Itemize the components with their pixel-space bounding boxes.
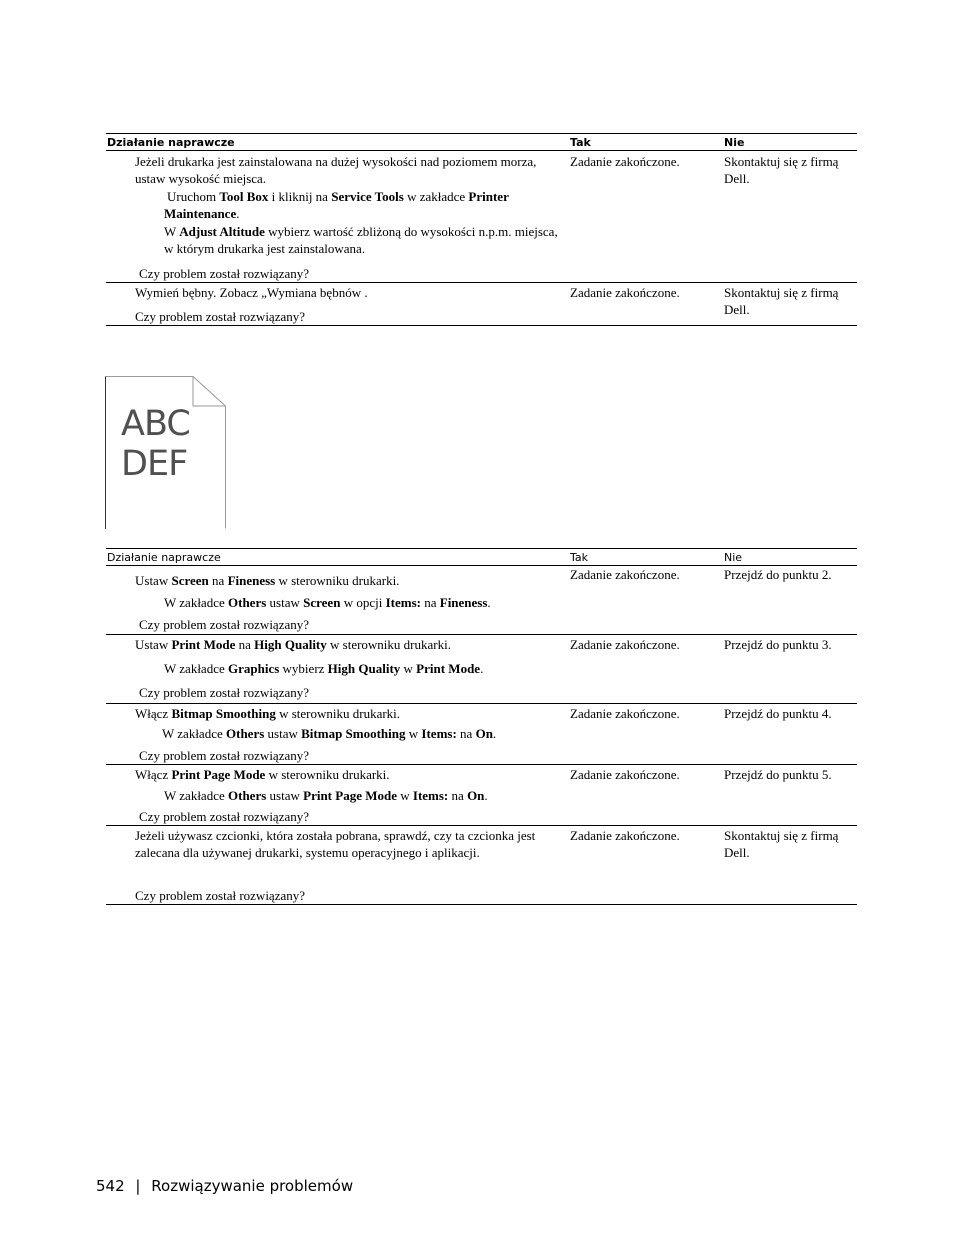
- header-action: Działanie naprawcze: [107, 551, 221, 564]
- header-action: Działanie naprawcze: [107, 136, 235, 149]
- step-text: Uruchom Tool Box i kliknij na Service Tools w zakładce Printer: [167, 189, 509, 204]
- action-text: Ustaw Print Mode na High Quality w sterowniku drukarki.: [135, 637, 451, 652]
- table-row: [106, 283, 857, 326]
- no-cell: Skontaktuj się z firmą Dell.: [724, 828, 839, 860]
- table-row: [106, 151, 857, 283]
- step-text: Maintenance.: [164, 206, 240, 221]
- no-cell: Skontaktuj się z firmą Dell.: [724, 285, 839, 317]
- yes-cell: Zadanie zakończone.: [570, 706, 680, 721]
- header-yes: Tak: [570, 136, 591, 149]
- no-cell: Przejdź do punktu 4.: [724, 706, 832, 721]
- action-text: Włącz Print Page Mode w sterowniku drukarki.: [135, 767, 390, 782]
- yes-cell: Zadanie zakończone.: [570, 567, 680, 582]
- table-header: [106, 133, 857, 151]
- question-text: Czy problem został rozwiązany?: [139, 266, 310, 281]
- question-text: Czy problem został rozwiązany?: [135, 309, 306, 324]
- header-no: Nie: [724, 551, 743, 564]
- table-row: [106, 635, 857, 704]
- table-row: [106, 704, 857, 765]
- yes-cell: Zadanie zakończone.: [570, 828, 680, 843]
- table-row: [106, 566, 857, 635]
- no-cell: Przejdź do punktu 5.: [724, 767, 832, 782]
- header-no: Nie: [724, 136, 745, 149]
- action-text: Włącz Bitmap Smoothing w sterowniku drukarki.: [135, 706, 401, 721]
- action-text: Jeżeli używasz czcionki, która została pobrana, sprawdź, czy ta czcionka jest zalecana dla używanej drukarki, systemu operacyjnego i aplikacji.: [135, 828, 536, 860]
- section-title: Rozwiązywanie problemów: [151, 1177, 354, 1195]
- sample-text: ABC DEF: [121, 404, 190, 484]
- yes-cell: Zadanie zakończone.: [570, 637, 680, 652]
- table-row: [106, 826, 857, 905]
- action-text: Ustaw Screen na Fineness w sterowniku drukarki.: [135, 573, 400, 588]
- header-yes: Tak: [570, 551, 589, 564]
- table-row: [106, 765, 857, 826]
- action-text: Jeżeli drukarka jest zainstalowana na dużej wysokości nad poziomem morza, ustaw wysokość miejsca.: [135, 154, 537, 186]
- question-text: Czy problem został rozwiązany?: [135, 888, 306, 903]
- page-footer: [96, 1177, 353, 1195]
- no-cell: Przejdź do punktu 2.: [724, 567, 832, 582]
- step-text: W zakładce Others ustaw Print Page Mode w Items: na On.: [164, 788, 488, 803]
- troubleshooting-table-1: [106, 133, 857, 326]
- table-header: [106, 548, 857, 566]
- step-text: W zakładce Others ustaw Screen w opcji Items: na Fineness.: [164, 595, 491, 610]
- print-sample-figure: [105, 376, 226, 529]
- yes-cell: Zadanie zakończone.: [570, 285, 680, 300]
- yes-cell: Zadanie zakończone.: [570, 154, 680, 169]
- question-text: Czy problem został rozwiązany?: [139, 617, 310, 632]
- page-number: 542: [96, 1177, 125, 1195]
- question-text: Czy problem został rozwiązany?: [139, 748, 310, 763]
- yes-cell: Zadanie zakończone.: [570, 767, 680, 782]
- step-text: W zakładce Others ustaw Bitmap Smoothing w Items: na On.: [162, 726, 497, 741]
- step-text: W Adjust Altitude wybierz wartość zbliżoną do wysokości n.p.m. miejsca, w którym drukarka jest zainstalowana.: [164, 224, 558, 256]
- question-text: Czy problem został rozwiązany?: [139, 809, 310, 824]
- no-cell: Skontaktuj się z firmą Dell.: [724, 154, 839, 186]
- question-text: Czy problem został rozwiązany?: [139, 685, 310, 700]
- action-text: Wymień bębny. Zobacz „Wymiana bębnów .: [135, 285, 368, 300]
- troubleshooting-table-2: [106, 548, 857, 905]
- no-cell: Przejdź do punktu 3.: [724, 637, 832, 652]
- step-text: W zakładce Graphics wybierz High Quality w Print Mode.: [164, 661, 484, 676]
- footer-separator: |: [135, 1177, 141, 1195]
